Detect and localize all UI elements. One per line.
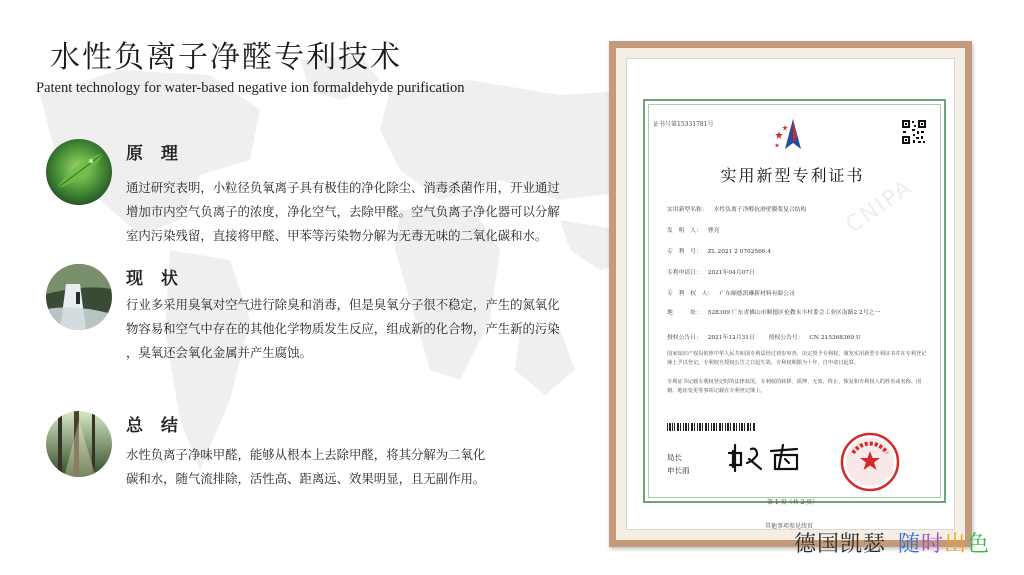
section-status: [46, 264, 606, 360]
patent-certificate: [626, 58, 955, 530]
brand-slogan: 随时出色: [898, 532, 991, 557]
signature-icon: [727, 441, 807, 475]
text-line: 通过研究表明，小粒径负氧离子具有极佳的净化除尘、消毒杀菌作用，开业通过: [126, 180, 560, 195]
certificate-number: 证书号第15331781号: [653, 121, 714, 128]
cert-field: 专 利 权 人： 广东顺德凯琳新材料有限公司: [667, 291, 795, 297]
text-line: 行业多采用臭氧对空气进行除臭和消毒，但是臭氧分子很不稳定，产生的氮氧化: [126, 297, 560, 312]
section-heading: 总 结: [126, 416, 184, 436]
cert-field: 实用新型名称： 水性负离子净醛抗滑壁膜浆复合结构: [667, 207, 807, 213]
cert-field: 专利申请日： 2021年04月07日: [667, 270, 755, 276]
text-line: ，臭氧还会氧化金属并产生腐蚀。: [126, 345, 312, 360]
barcode-icon: [667, 423, 757, 431]
cert-field: 授权公告日： 2021年12月31日 授权公告号： CN 215368369 U: [667, 335, 861, 341]
cert-field: 专 利 号： ZL 2021 2 0702566.4: [667, 249, 771, 255]
text-line: 物容易和空气中存在的其他化学物质发生反应，组成新的化合物，产生新的污染: [126, 321, 560, 336]
footer-note: 其他事项参见续页: [765, 523, 814, 530]
section-principle: [46, 139, 606, 243]
signer-title: 局长: [667, 453, 682, 462]
certificate-mat: [616, 48, 965, 540]
section-text: [126, 443, 598, 491]
section-text: [126, 176, 598, 248]
text-line: 碳和水，随气流排除，活性高、距离远、效果明显，且无副作用。: [126, 471, 486, 486]
page-info: 第 1 页（共 2 页）: [767, 499, 819, 506]
section-heading: 现 状: [126, 269, 184, 289]
waterfall-photo: [46, 264, 112, 330]
section-summary: [46, 411, 606, 491]
text-line: 增加市内空气负离子的浓度，净化空气，去除甲醛。空气负离子净化器可以分解: [126, 204, 560, 219]
official-seal-icon: [839, 431, 901, 493]
patent-certificate-frame: [609, 41, 972, 547]
certificate-paragraph: 国家知识产权局依照中华人民共和国专利法经过初步审查，决定授予专利权，颁发实用新型专利证书并在专利登记簿上予以登记。专利权自授权公告之日起生效。专利权期限为十年，自申请日起算。: [667, 351, 927, 366]
forest-photo: [46, 411, 112, 477]
signer-name: 申长雨: [667, 466, 690, 475]
qr-code-icon: [901, 119, 927, 145]
section-text: [126, 293, 598, 365]
certificate-paragraph: 专利证书记载专利权登记时的法律状况。专利权的转移、质押、无效、终止、恢复和专利权人的姓名或名称、国籍、地址变更等事项记载在专利登记簿上。: [667, 379, 922, 394]
text-line: 室内污染残留，直接将甲醛、甲苯等污染物分解为无毒无味的二氧化碳和水。: [126, 228, 548, 243]
text-line: 水性负离子净味甲醛，能够从根本上去除甲醛，将其分解为二氧化: [126, 447, 486, 462]
section-heading: 原 理: [126, 144, 184, 164]
certificate-title: 实用新型专利证书: [720, 166, 865, 185]
page-subtitle: Patent technology for water-based negative ion formaldehyde purification: [36, 80, 465, 96]
cert-field: 地 址： 528309 广东省佛山市顺德区伦教永丰村委会工业区南路2 2号之一: [667, 310, 881, 316]
cert-field: 发 明 人： 曹亮: [667, 228, 720, 234]
brand-logo: 德国凯瑟: [794, 532, 887, 557]
page-title: 水性负离子净醛专利技术: [50, 40, 402, 75]
cnipa-watermark: CNIPA: [841, 174, 918, 239]
cnipa-logo-icon: [773, 117, 813, 153]
leaf-photo: [46, 139, 112, 205]
